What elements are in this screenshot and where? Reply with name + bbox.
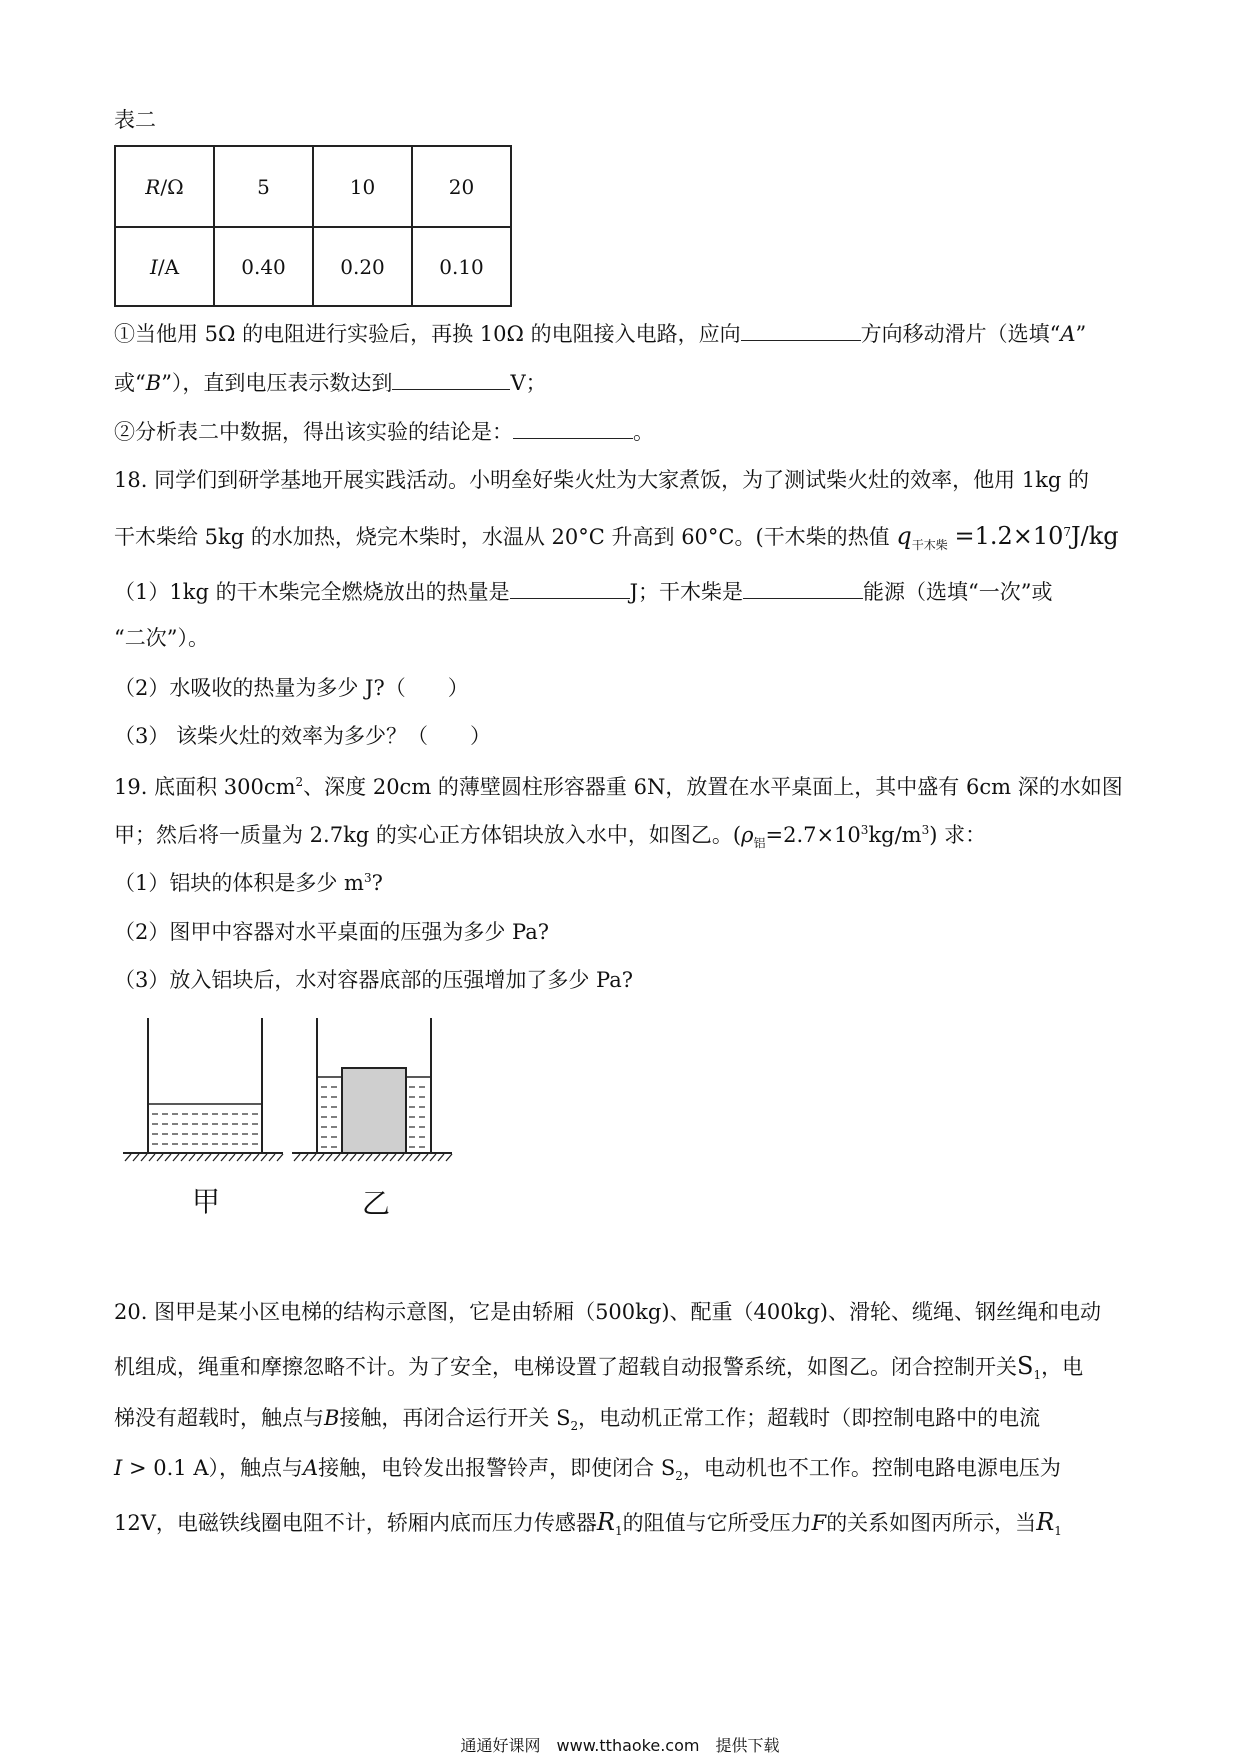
figure-label-a: 甲	[192, 1185, 221, 1218]
q20-line-1: 20. 图甲是某小区电梯的结构示意图，它是由轿厢（500kg)、配重（400kg)、滑轮、缆绳、钢丝绳和电动	[114, 1300, 1101, 1324]
q20-line-4: I > 0.1 A），触点与A接触，电铃发出报警铃声，即使闭合 $S_2$，电动机也不工作。控制电路电源电压为	[114, 1456, 1061, 1484]
table-cell: 0.10	[412, 227, 511, 306]
figure-label-b: 乙	[362, 1187, 391, 1220]
container-figure-a	[123, 1018, 283, 1161]
q20-line-3: 梯没有超载时，触点与B接触，再闭合运行开关 $S_2$，电动机正常工作；超载时（即控制电路中的电流	[114, 1406, 1041, 1434]
aluminum-block	[342, 1068, 406, 1153]
q18-line-1: 18. 同学们到研学基地开展实践活动。小明垒好柴火灶为大家煮饭，为了测试柴火灶的效率，他用 1kg 的	[114, 468, 1089, 492]
q18-line-2: 干木柴给 5kg 的水加热，烧完木柴时，水温从 20°C 升高到 60°C。(干木柴的热值 $q_{干木柴} =1.2\times 10^7J/kg$	[114, 522, 1119, 553]
table-cell: 20	[412, 146, 511, 227]
answer-blank[interactable]	[513, 420, 633, 439]
data-table	[114, 145, 512, 307]
container-figure-b	[292, 1018, 452, 1161]
table-cell: 0.40	[214, 227, 313, 306]
container-figures	[115, 1015, 455, 1165]
answer-blank[interactable]	[510, 580, 630, 599]
page-footer: 通通好课网 www.tthaoke.com 提供下载	[460, 1736, 780, 1755]
row-header-current: I/A	[115, 227, 214, 306]
q18-part-1: （1）1kg 的干木柴完全燃烧放出的热量是 J；干木柴是 能源（选填“一次”或	[114, 580, 1053, 604]
table-row	[115, 146, 511, 227]
q18-part-3: （3） 该柴火灶的效率为多少？（ ）	[114, 724, 492, 748]
q19-part-1: （1）铝块的体积是多少 $m^3$?	[114, 871, 383, 895]
q19-part-2: （2）图甲中容器对水平桌面的压强为多少 Pa?	[114, 920, 549, 944]
table-caption: 表二	[114, 108, 156, 132]
q17-line-1: ①当他用 5Ω 的电阻进行实验后，再换 10Ω 的电阻接入电路，应向 方向移动滑片（选填“A”	[114, 322, 1087, 346]
table-row	[115, 227, 511, 306]
table-cell: 5	[214, 146, 313, 227]
row-header-resistance: R/Ω	[115, 146, 214, 227]
q19-part-3: （3）放入铝块后，水对容器底部的压强增加了多少 Pa?	[114, 968, 633, 992]
answer-blank[interactable]	[741, 322, 861, 341]
q19-line-1: 19. 底面积 $300cm^2$、深度 20cm 的薄壁圆柱形容器重 6N，放置在水平桌面上，其中盛有 6cm 深的水如图	[114, 775, 1123, 799]
q19-line-2: 甲；然后将一质量为 2.7kg 的实心正方体铝块放入水中，如图乙。$(\rho_铝=2.7\times 10^3kg/m^3)$ 求：	[114, 823, 987, 851]
q17-line-3: ②分析表二中数据，得出该实验的结论是： 。	[114, 420, 654, 444]
table-cell: 0.20	[313, 227, 412, 306]
answer-blank[interactable]	[743, 580, 863, 599]
q17-line-2: 或“B”），直到电压表示数达到 V；	[114, 371, 547, 395]
q18-part-2: （2）水吸收的热量为多少 J?（ ）	[114, 676, 469, 700]
answer-blank[interactable]	[392, 371, 510, 390]
q20-line-2: 机组成，绳重和摩擦忽略不计。为了安全，电梯设置了超载自动报警系统，如图乙。闭合控制开关$S_1$，电	[114, 1352, 1084, 1383]
q18-part-1-cont: “二次”）。	[114, 626, 209, 650]
q20-line-5: 12V，电磁铁线圈电阻不计，轿厢内底而压力传感器$R_1$的阻值与它所受压力F的关系如图丙所示，当$R_1$	[114, 1508, 1062, 1539]
table-cell: 10	[313, 146, 412, 227]
